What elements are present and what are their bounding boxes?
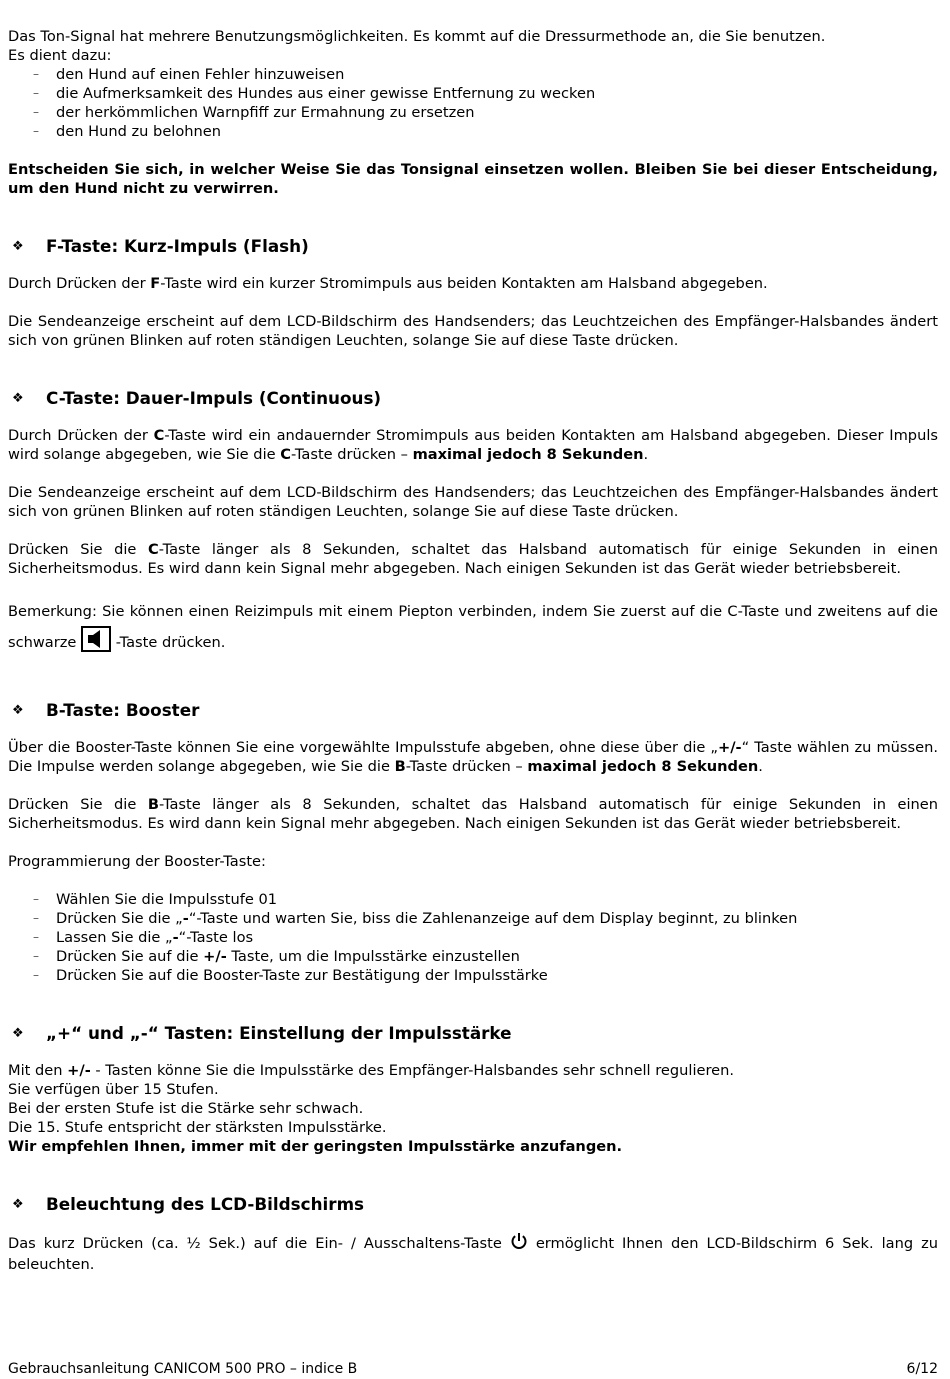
diamond-bullet-icon: ❖ bbox=[12, 1197, 24, 1212]
section-heading-b bbox=[8, 700, 938, 721]
speaker-key-icon bbox=[81, 626, 111, 662]
list-item: – Drücken Sie auf die Booster-Taste zur Bestätigung der Impulsstärke bbox=[33, 966, 938, 985]
list-item: – die Aufmerksamkeit des Hundes aus einer gewisse Entfernung zu wecken bbox=[33, 84, 938, 103]
list-item: – Drücken Sie die „-“-Taste und warten Sie, biss die Zahlenanzeige auf dem Display beginnt, zu blinken bbox=[33, 909, 938, 928]
heading-text: Beleuchtung des LCD-Bildschirms bbox=[46, 1194, 365, 1214]
intro-list bbox=[8, 65, 938, 141]
heading-text: „+“ und „-“ Tasten: Einstellung der Impulsstärke bbox=[46, 1023, 512, 1043]
intro-warning: Entscheiden Sie sich, in welcher Weise Sie das Tonsignal einsetzen wollen. Bleiben Sie bei dieser Entscheidung, um den Hund nicht zu verwirren. bbox=[8, 161, 938, 197]
pm-paragraph-4: Die 15. Stufe entspricht der stärksten Impulsstärke. bbox=[8, 1119, 387, 1136]
diamond-bullet-icon: ❖ bbox=[12, 703, 24, 718]
list-item: – den Hund auf einen Fehler hinzuweisen bbox=[33, 65, 938, 84]
lcd-paragraph: Das kurz Drücken (ca. ½ Sek.) auf die Ein- / Ausschaltens-Taste ermöglicht Ihnen den LCD-Bildschirm 6 Sek. lang zu beleuchten. bbox=[8, 1232, 938, 1274]
b-paragraph-3: Programmierung der Booster-Taste: bbox=[8, 853, 266, 870]
heading-text: F-Taste: Kurz-Impuls (Flash) bbox=[46, 236, 309, 256]
c-paragraph-4: Bemerkung: Sie können einen Reizimpuls mit einem Piepton verbinden, indem Sie zuerst auf die C-Taste und zweitens auf die schwarze -Taste drücken. bbox=[8, 597, 938, 662]
page-footer bbox=[8, 1360, 938, 1379]
b-paragraph-2: Drücken Sie die B-Taste länger als 8 Sekunden, schaltet das Halsband automatisch für einige Sekunden in einen Sicherheitsmodus. Es wird dann kein Signal mehr abgegeben. Nach einigen Sekunden ist das Gerät wieder betriebsbereit. bbox=[8, 796, 939, 832]
c-paragraph-1: Durch Drücken der C-Taste wird ein andauernder Stromimpuls aus beiden Kontakten am Halsband abgegeben. Dieser Impuls wird solange abgegeben, wie Sie die C-Taste drücken – maximal jedoch 8 Sekunden. bbox=[8, 427, 938, 463]
pm-paragraph-3: Bei der ersten Stufe ist die Stärke sehr schwach. bbox=[8, 1100, 364, 1117]
diamond-bullet-icon: ❖ bbox=[12, 391, 24, 406]
heading-text: B-Taste: Booster bbox=[46, 700, 200, 720]
list-item: – Lassen Sie die „-“-Taste los bbox=[33, 928, 938, 947]
pm-paragraph-1: Mit den +/- - Tasten könne Sie die Impulsstärke des Empfänger-Halsbandes sehr schnell regulieren. bbox=[8, 1062, 735, 1079]
section-heading-c bbox=[8, 388, 938, 409]
pm-recommendation: Wir empfehlen Ihnen, immer mit der geringsten Impulsstärke anzufangen. bbox=[8, 1138, 623, 1155]
pm-paragraph-2: Sie verfügen über 15 Stufen. bbox=[8, 1081, 219, 1098]
list-item: – den Hund zu belohnen bbox=[33, 122, 938, 141]
b-paragraph-1: Über die Booster-Taste können Sie eine vorgewählte Impulsstufe abgeben, ohne diese über die „+/-“ Taste wählen zu müssen. Die Impulse werden solange abgegeben, wie Sie die B-Taste drücken – maximal jedoch 8 Sekunden. bbox=[8, 739, 938, 775]
booster-steps-list bbox=[8, 890, 938, 985]
list-item: – Wählen Sie die Impulsstufe 01 bbox=[33, 890, 938, 909]
list-item: – der herkömmlichen Warnpfiff zur Ermahnung zu ersetzen bbox=[33, 103, 938, 122]
f-paragraph-1: Durch Drücken der F-Taste wird ein kurzer Stromimpuls aus beiden Kontakten am Halsband abgegeben. bbox=[8, 275, 768, 292]
list-item: – Drücken Sie auf die +/- Taste, um die Impulsstärke einzustellen bbox=[33, 947, 938, 966]
c-paragraph-2: Die Sendeanzeige erscheint auf dem LCD-Bildschirm des Handsenders; das Leuchtzeichen des Empfänger-Halsbandes ändert sich von grünen Blinken auf roten ständigen Leuchten, solange Sie auf diese Taste drücken. bbox=[8, 484, 938, 520]
heading-text: C-Taste: Dauer-Impuls (Continuous) bbox=[46, 388, 382, 408]
page-number: 6/12 bbox=[906, 1361, 938, 1377]
footer-title: Gebrauchsanleitung CANICOM 500 PRO – indice B bbox=[8, 1361, 358, 1377]
intro-lead: Es dient dazu: bbox=[8, 47, 112, 64]
f-paragraph-2: Die Sendeanzeige erscheint auf dem LCD-Bildschirm des Handsenders; das Leuchtzeichen des Empfänger-Halsbandes ändert sich von grünen Blinken auf roten ständigen Leuchten, solange Sie auf diese Taste drücken. bbox=[8, 313, 938, 349]
diamond-bullet-icon: ❖ bbox=[12, 239, 24, 254]
diamond-bullet-icon: ❖ bbox=[12, 1026, 24, 1041]
section-heading-f bbox=[8, 236, 938, 257]
section-heading-plusminus bbox=[8, 1023, 938, 1044]
c-paragraph-3: Drücken Sie die C-Taste länger als 8 Sekunden, schaltet das Halsband automatisch für einige Sekunden in einen Sicherheitsmodus. Es wird dann kein Signal mehr abgegeben. Nach einigen Sekunden ist das Gerät wieder betriebsbereit. bbox=[8, 541, 939, 577]
document-page bbox=[8, 27, 938, 1274]
section-heading-lcd bbox=[8, 1194, 938, 1215]
intro-paragraph: Das Ton-Signal hat mehrere Benutzungsmöglichkeiten. Es kommt auf die Dressurmethode an, die Sie benutzen. bbox=[8, 28, 826, 45]
power-icon bbox=[510, 1232, 528, 1255]
